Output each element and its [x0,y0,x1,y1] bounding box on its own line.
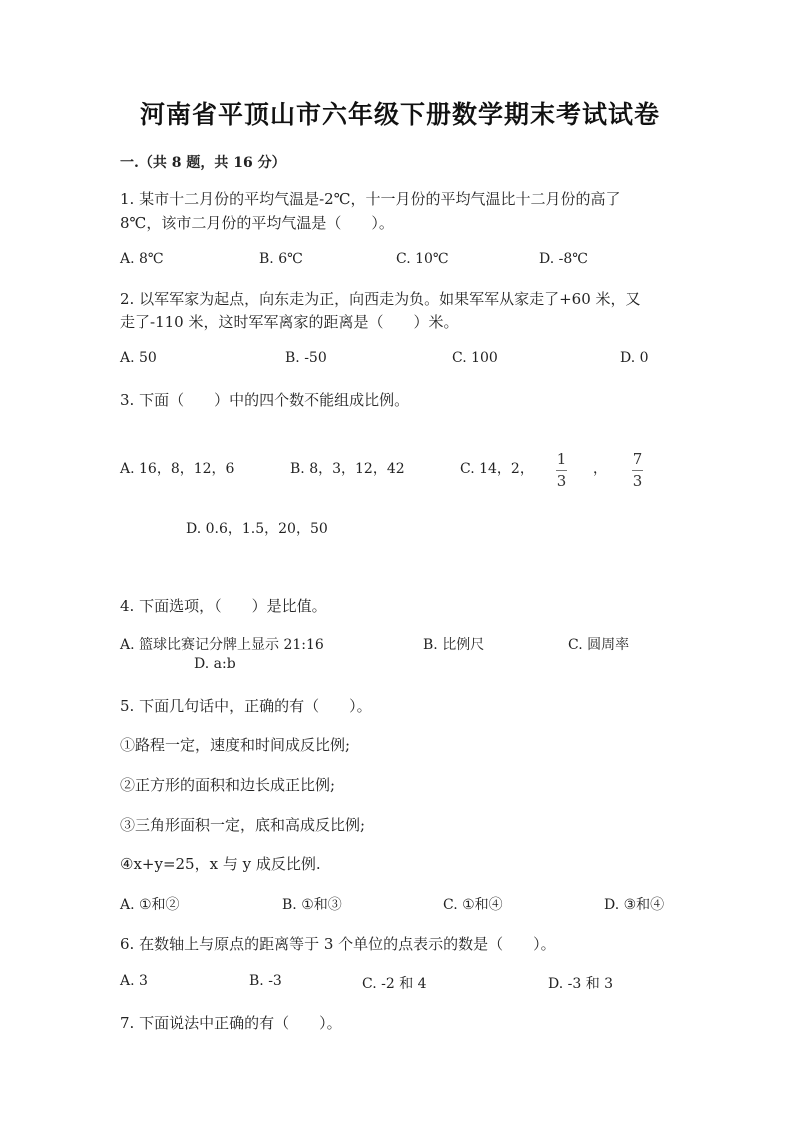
question-1-line-2: 8℃，该市二月份的平均气温是（ ）。 [120,214,394,232]
q5-option-c: C. ①和④ [443,897,503,913]
question-2-line-2: 走了-110 米，这时军军离家的距离是（ ）米。 [120,313,459,331]
q5-statement-2: ②正方形的面积和边长成正比例; [120,776,336,794]
q4-option-b: B. 比例尺 [423,637,485,653]
q2-option-a: A. 50 [120,350,157,366]
question-6-line-1: 6. 在数轴上与原点的距离等于 3 个单位的点表示的数是（ ）。 [120,935,556,953]
q1-option-b: B. 6℃ [259,251,303,267]
fraction-numerator: 7 [632,450,643,468]
q5-statement-4: ④x+y=25，x 与 y 成反比例. [120,855,321,873]
q3-option-d: D. 0.6，1.5，20，50 [186,521,328,537]
q3-option-a: A. 16，8，12，6 [120,461,235,477]
q2-option-b: B. -50 [285,350,327,366]
q5-statement-1: ①路程一定，速度和时间成反比例; [120,736,351,754]
fraction-bar [556,470,567,471]
fraction-one-third [556,452,567,489]
fraction-denominator: 3 [556,472,567,490]
fraction-numerator: 1 [556,450,567,468]
q5-option-d: D. ③和④ [604,897,665,913]
q2-option-c: C. 100 [452,350,498,366]
question-7-line-1: 7. 下面说法中正确的有（ ）。 [120,1014,342,1032]
section-heading: 一.（共 8 题，共 16 分） [120,155,286,171]
q3-option-c-separator: ， [593,461,607,477]
fraction-seven-thirds [632,452,643,489]
question-4-line-1: 4. 下面选项，（ ）是比值。 [120,597,327,615]
question-5-line-1: 5. 下面几句话中，正确的有（ ）。 [120,697,372,715]
q4-option-c: C. 圆周率 [568,637,630,653]
q5-option-a: A. ①和② [120,897,180,913]
q3-option-c: C. 14，2， [460,461,534,477]
q6-option-d: D. -3 和 3 [548,976,614,992]
question-2-line-1: 2. 以军军家为起点，向东走为正，向西走为负。如果军军从家走了+60 米，又 [120,290,641,308]
q4-option-d: D. a:b [194,656,236,672]
question-1-line-1: 1. 某市十二月份的平均气温是-2℃，十一月份的平均气温比十二月份的高了 [120,190,621,208]
q5-option-b: B. ①和③ [282,897,342,913]
q1-option-a: A. 8℃ [120,251,164,267]
q6-option-c: C. -2 和 4 [362,976,427,992]
q2-option-d: D. 0 [620,350,649,366]
q1-option-c: C. 10℃ [396,251,449,267]
q6-option-a: A. 3 [120,973,148,989]
fraction-denominator: 3 [632,472,643,490]
q1-option-d: D. -8℃ [539,251,588,267]
question-3-line-1: 3. 下面（ ）中的四个数不能组成比例。 [120,391,410,409]
fraction-bar [632,470,643,471]
q6-option-b: B. -3 [249,973,282,989]
page-title: 河南省平顶山市六年级下册数学期末考试试卷 [139,100,660,129]
q5-statement-3: ③三角形面积一定，底和高成反比例; [120,816,366,834]
q4-option-a: A. 篮球比赛记分牌上显示 21:16 [120,637,324,653]
q3-option-b: B. 8，3，12，42 [290,461,405,477]
